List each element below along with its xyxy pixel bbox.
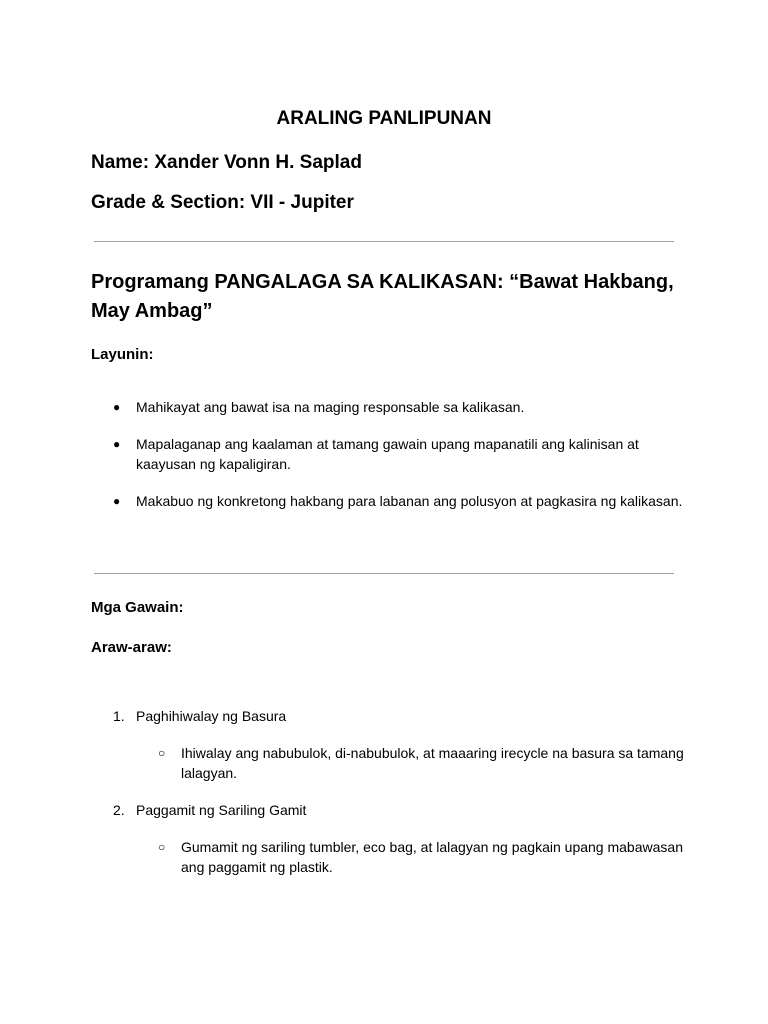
- circle-bullet-icon: ○: [158, 746, 166, 760]
- activity-detail-text: Gumamit ng sariling tumbler, eco bag, at lalagyan ng pagkain upang mabawasan ang paggamit ng plastik.: [181, 839, 683, 875]
- divider: [94, 573, 674, 574]
- bullet-icon: ●: [113, 400, 121, 414]
- divider: [94, 241, 674, 242]
- student-name: Name: Xander Vonn H. Saplad: [91, 152, 362, 173]
- program-title: Programang PANGALAGA SA KALIKASAN: “Bawat Hakbang, May Ambag”: [91, 271, 674, 322]
- list-number: 2.: [113, 802, 125, 818]
- activity-detail: [158, 743, 688, 783]
- activity-title: Paghihiwalay ng Basura: [136, 708, 287, 724]
- activity-detail: [158, 837, 688, 877]
- grade-section: Grade & Section: VII - Jupiter: [91, 192, 354, 213]
- activity-item: [113, 706, 683, 726]
- objectives-heading: Layunin:: [91, 346, 154, 363]
- list-number: 1.: [113, 708, 125, 724]
- bullet-icon: ●: [113, 437, 121, 451]
- activity-title: Paggamit ng Sariling Gamit: [136, 802, 307, 818]
- objective-item: [113, 434, 683, 474]
- objective-text: Mapalaganap ang kaalaman at tamang gawain upang mapanatili ang kalinisan at kaayusan ng kapaligiran.: [136, 436, 639, 472]
- activities-heading: Mga Gawain:: [91, 599, 184, 616]
- activity-item: [113, 800, 683, 820]
- objective-text: Mahikayat ang bawat isa na maging responsable sa kalikasan.: [136, 399, 525, 415]
- bullet-icon: ●: [113, 494, 121, 508]
- daily-heading: Araw-araw:: [91, 639, 172, 656]
- activity-detail-text: Ihiwalay ang nabubulok, di-nabubulok, at maaaring irecycle na basura sa tamang lalagyan.: [181, 745, 684, 781]
- objective-item: [113, 491, 683, 511]
- objective-item: [113, 397, 683, 417]
- document-subject: ARALING PANLIPUNAN: [276, 108, 492, 129]
- circle-bullet-icon: ○: [158, 840, 166, 854]
- objective-text: Makabuo ng konkretong hakbang para labanan ang polusyon at pagkasira ng kalikasan.: [136, 493, 683, 509]
